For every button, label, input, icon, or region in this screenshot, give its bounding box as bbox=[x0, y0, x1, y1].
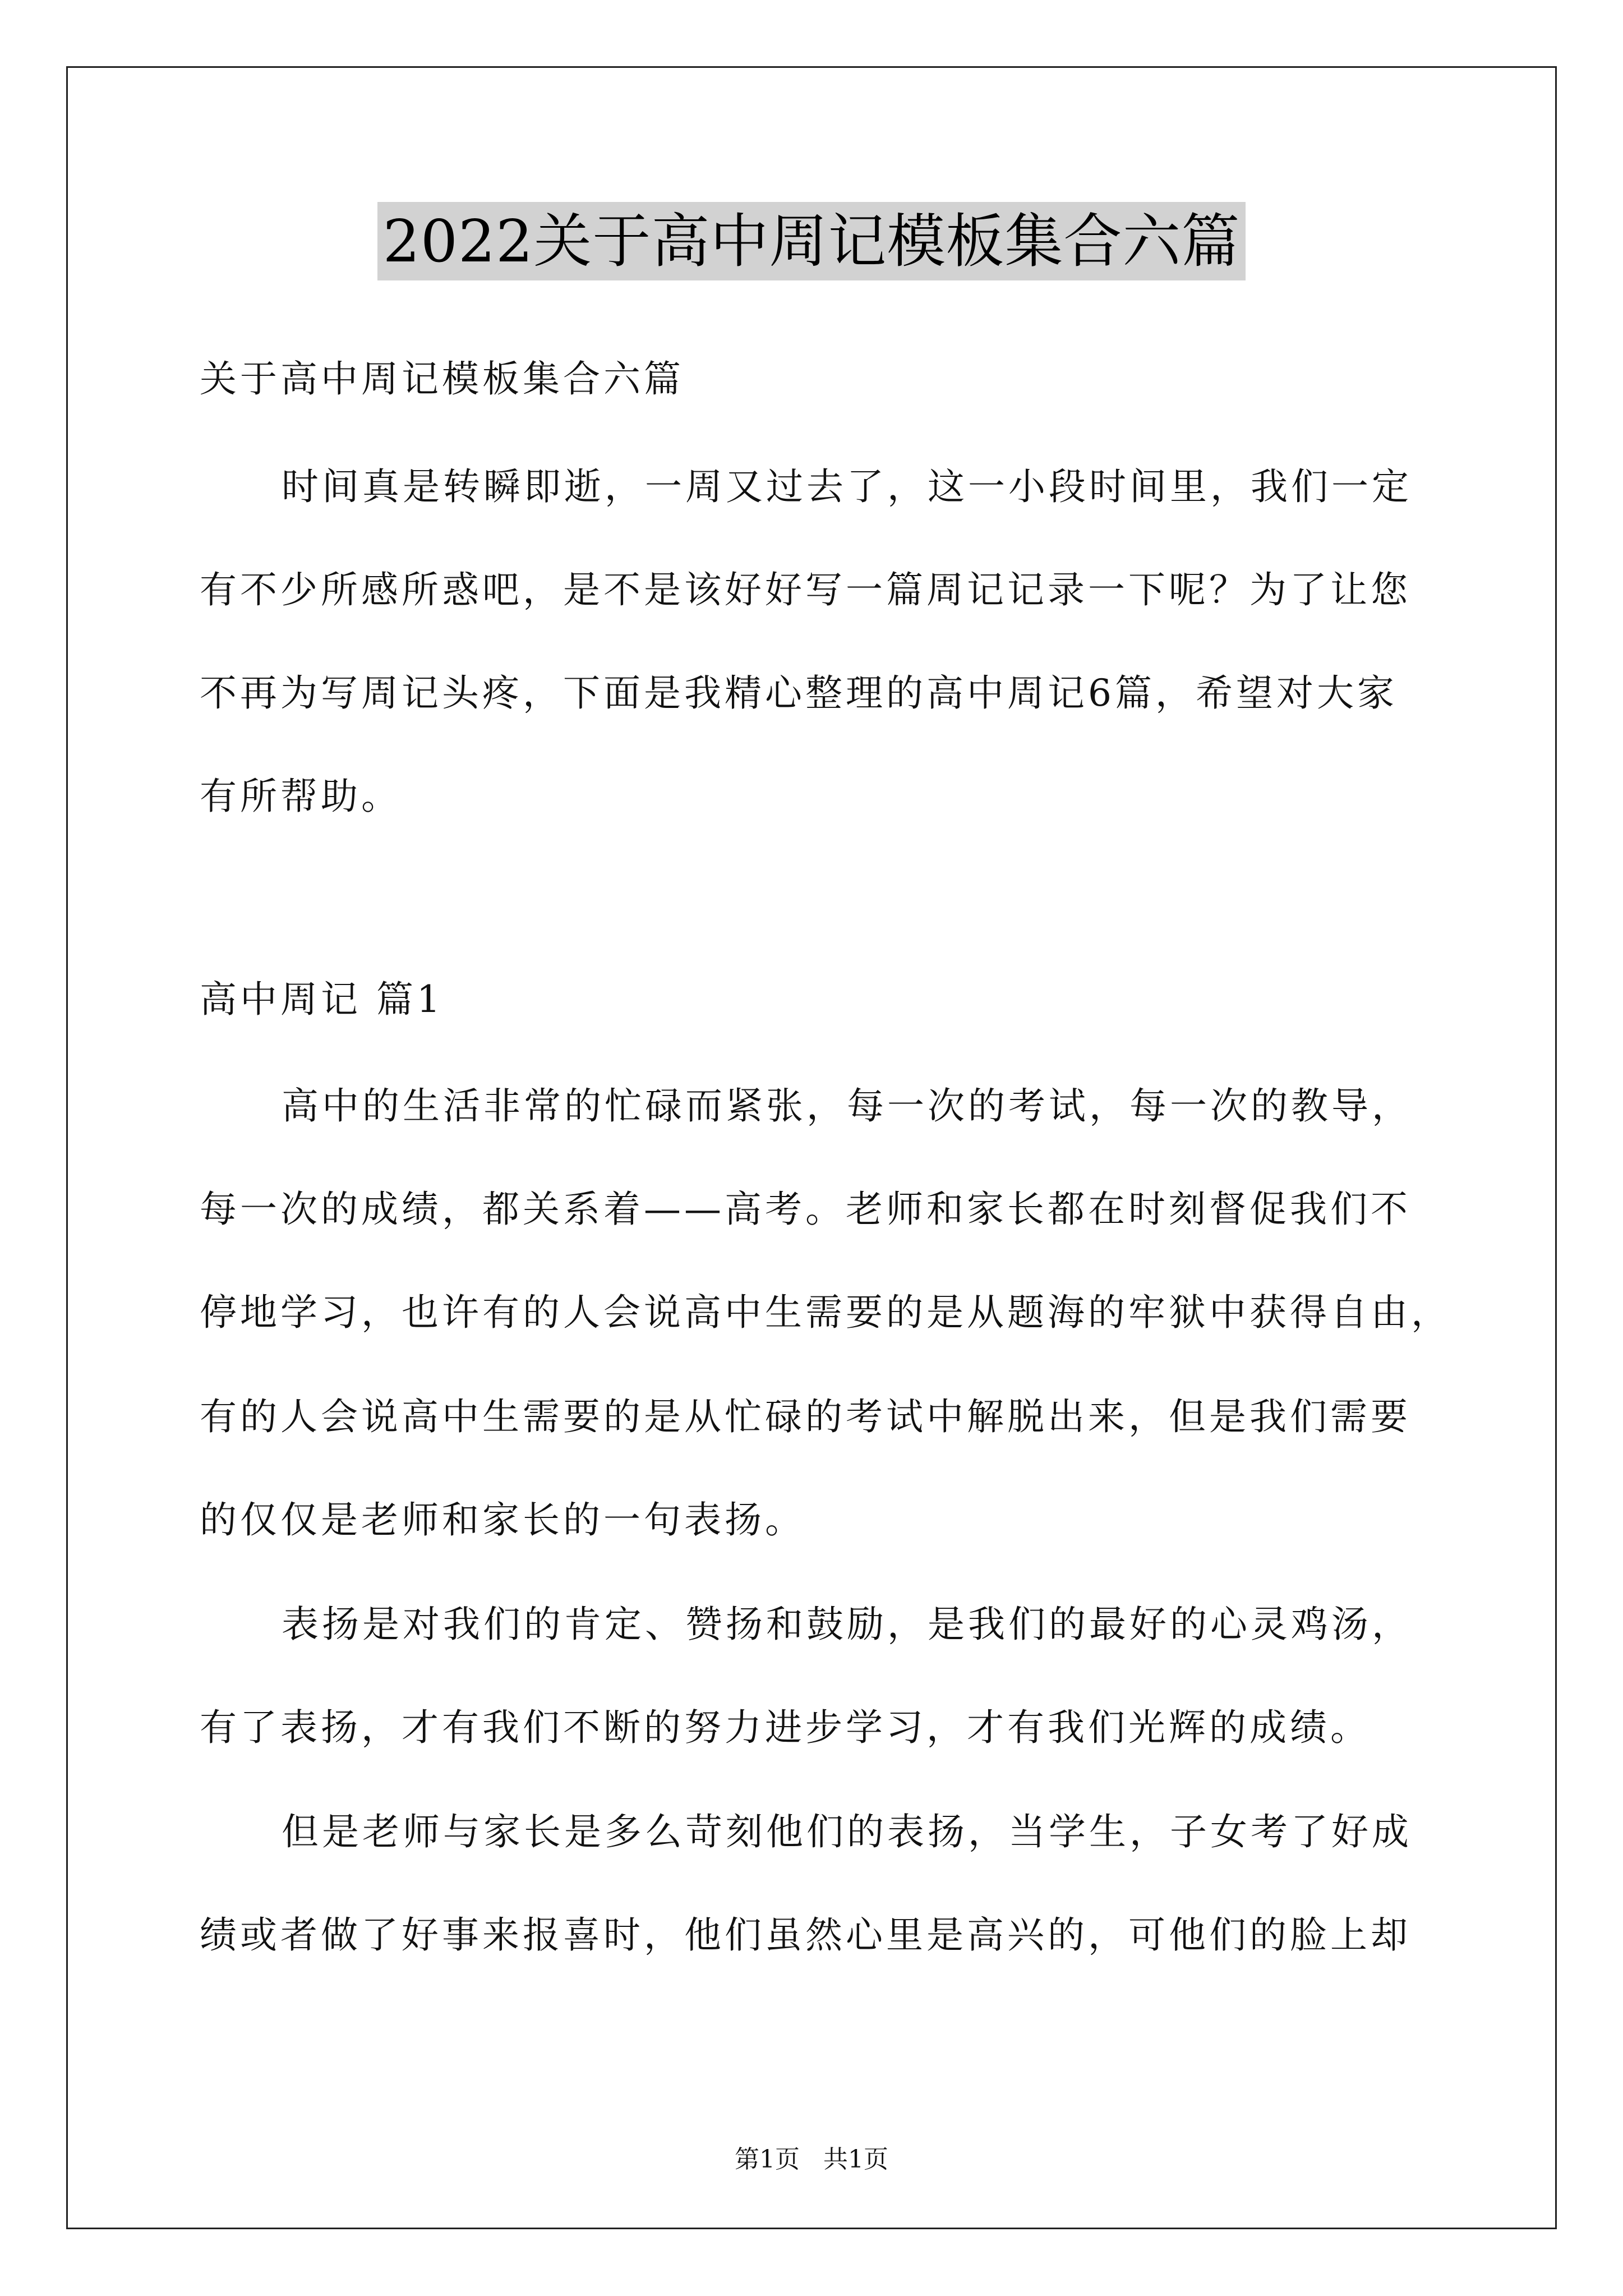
title-wrap bbox=[0, 202, 1623, 280]
subtitle: 关于高中周记模板集合六篇 bbox=[200, 357, 684, 401]
intro-line: 不再为写周记头疼，下面是我精心整理的高中周记6篇，希望对大家 bbox=[200, 671, 1398, 715]
paragraph-line: 的仅仅是老师和家长的一句表扬。 bbox=[200, 1498, 805, 1542]
intro-line: 时间真是转瞬即逝，一周又过去了，这一小段时间里，我们一定 bbox=[282, 465, 1412, 508]
paragraph-line: 每一次的成绩，都关系着——高考。老师和家长都在时刻督促我们不 bbox=[200, 1188, 1411, 1231]
paragraph-line: 表扬是对我们的肯定、赞扬和鼓励，是我们的最好的心灵鸡汤， bbox=[282, 1603, 1412, 1646]
paragraph-line: 但是老师与家长是多么苛刻他们的表扬，当学生，子女考了好成 bbox=[282, 1810, 1412, 1853]
section-heading: 高中周记 篇1 bbox=[200, 978, 444, 1021]
paragraph-line: 高中的生活非常的忙碌而紧张，每一次的考试，每一次的教导， bbox=[282, 1084, 1412, 1128]
paragraph-line: 停地学习，也许有的人会说高中生需要的是从题海的牢狱中获得自由， bbox=[200, 1291, 1451, 1334]
paragraph-line: 有了表扬，才有我们不断的努力进步学习，才有我们光辉的成绩。 bbox=[200, 1706, 1371, 1749]
paragraph-line: 绩或者做了好事来报喜时，他们虽然心里是高兴的，可他们的脸上却 bbox=[200, 1913, 1411, 1957]
intro-line: 有所帮助。 bbox=[200, 775, 402, 818]
paragraph-line: 有的人会说高中生需要的是从忙碌的考试中解脱出来，但是我们需要 bbox=[200, 1395, 1411, 1438]
page-footer: 第1页 共1页 bbox=[735, 2145, 888, 2174]
document-title: 2022关于高中周记模板集合六篇 bbox=[377, 202, 1246, 280]
intro-line: 有不少所感所惑吧，是不是该好好写一篇周记记录一下呢？为了让您 bbox=[200, 568, 1411, 611]
